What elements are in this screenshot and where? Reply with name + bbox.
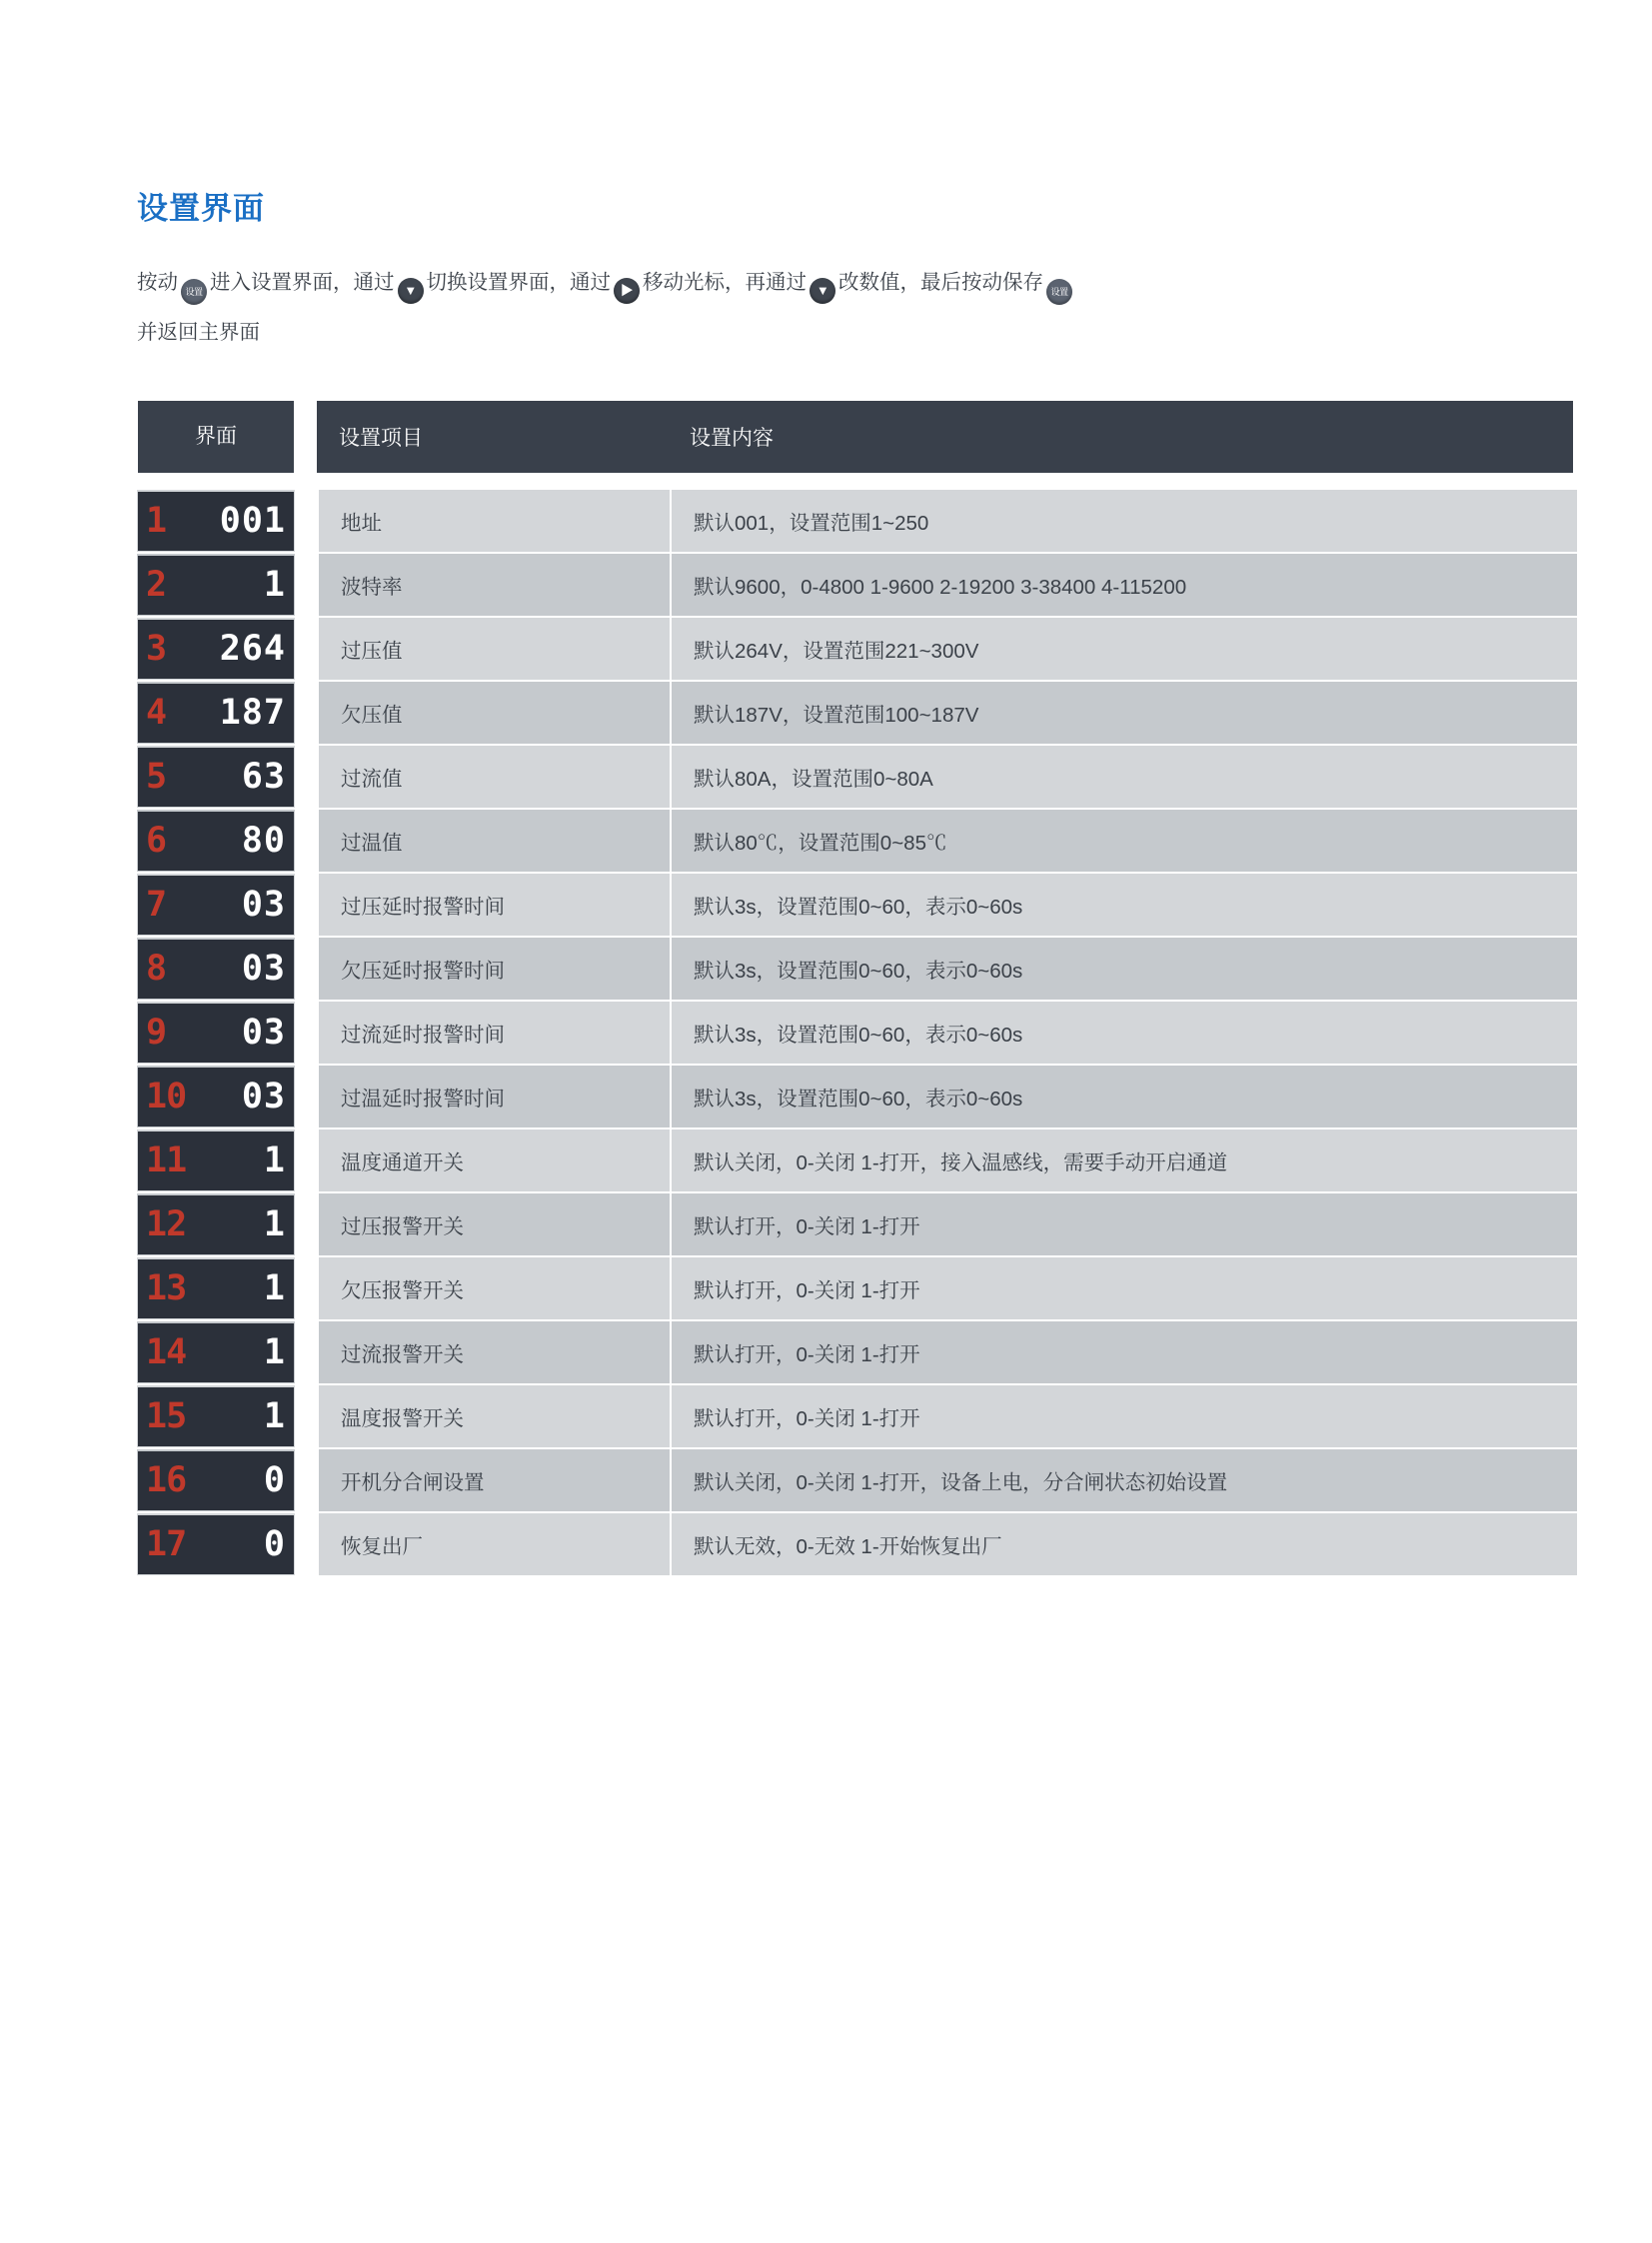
setting-item-description: 默认无效，0-无效 1-开始恢复出厂 — [672, 1513, 1577, 1575]
setting-item-name: 开机分合闸设置 — [319, 1449, 672, 1511]
lcd-value: 1 — [263, 1268, 286, 1308]
lcd-display — [138, 1004, 294, 1063]
setting-item-description: 默认关闭，0-关闭 1-打开，接入温感线，需要手动开启通道 — [672, 1129, 1577, 1191]
setting-item-name: 波特率 — [319, 554, 672, 616]
lcd-value: 80 — [241, 821, 286, 861]
lcd-display — [138, 492, 294, 551]
lcd-display-cell — [137, 554, 295, 616]
lcd-display — [138, 684, 294, 743]
lcd-display-cell — [137, 874, 295, 936]
column-gap — [295, 1002, 319, 1064]
setting-item-description: 默认打开，0-关闭 1-打开 — [672, 1321, 1577, 1383]
table-row — [137, 1193, 1577, 1255]
setting-item-description: 默认3s，设置范围0~60，表示0~60s — [672, 1066, 1577, 1127]
column-gap — [295, 1257, 319, 1319]
setting-item-name: 地址 — [319, 490, 672, 552]
lcd-display-cell — [137, 618, 295, 680]
lcd-index: 17 — [146, 1524, 187, 1564]
setting-item-description: 默认187V，设置范围100~187V — [672, 682, 1577, 744]
lcd-display-cell — [137, 1193, 295, 1255]
column-gap — [295, 1193, 319, 1255]
intro-paragraph — [137, 258, 1496, 358]
lcd-display-cell — [137, 1449, 295, 1511]
table-row — [137, 746, 1577, 808]
intro-text-5: 改数值，最后按动 — [838, 271, 1002, 294]
table-row — [137, 874, 1577, 936]
lcd-value: 1 — [263, 1396, 286, 1436]
lcd-index: 3 — [146, 629, 167, 669]
lcd-display — [138, 1515, 294, 1574]
lcd-display-cell — [137, 1321, 295, 1383]
lcd-index: 14 — [146, 1332, 187, 1372]
header-row — [317, 401, 1573, 473]
lcd-display — [138, 1323, 294, 1382]
lcd-display-cell — [137, 746, 295, 808]
setting-item-description: 默认关闭，0-关闭 1-打开，设备上电，分合闸状态初始设置 — [672, 1449, 1577, 1511]
intro-text-1: 按动 — [137, 271, 178, 294]
setting-item-name: 欠压报警开关 — [319, 1257, 672, 1319]
setting-item-description: 默认264V，设置范围221~300V — [672, 618, 1577, 680]
intro-text-7: 并返回主界面 — [137, 321, 260, 344]
setting-item-name: 温度通道开关 — [319, 1129, 672, 1191]
lcd-value: 264 — [219, 629, 286, 669]
lcd-value: 03 — [241, 1013, 286, 1053]
lcd-display — [138, 1131, 294, 1190]
column-gap — [295, 874, 319, 936]
column-gap — [295, 938, 319, 1000]
lcd-value: 1 — [263, 1140, 286, 1180]
column-gap — [295, 1321, 319, 1383]
lcd-value: 0 — [263, 1460, 286, 1500]
lcd-display — [138, 1259, 294, 1318]
setting-item-description: 默认打开，0-关闭 1-打开 — [672, 1193, 1577, 1255]
lcd-index: 7 — [146, 885, 167, 925]
lcd-index: 4 — [146, 693, 167, 733]
lcd-value: 03 — [241, 885, 286, 925]
right-arrow-icon: ▶ — [614, 278, 640, 304]
setting-item-name: 过流延时报警时间 — [319, 1002, 672, 1064]
setting-item-description: 默认3s，设置范围0~60，表示0~60s — [672, 874, 1577, 936]
down-arrow-icon-1: ▼ — [398, 278, 424, 304]
lcd-index: 15 — [146, 1396, 187, 1436]
lcd-value: 1 — [263, 1332, 286, 1372]
intro-text-6: 保存 — [1002, 271, 1043, 294]
lcd-value: 63 — [241, 757, 286, 797]
column-gap — [295, 618, 319, 680]
setting-item-description: 默认001，设置范围1~250 — [672, 490, 1577, 552]
item-column-header: 设置项目 — [339, 427, 423, 450]
table-row — [137, 1321, 1577, 1383]
intro-text-3: 切换设置界面，通过 — [426, 271, 611, 294]
table-row — [137, 1129, 1577, 1191]
settings-button-icon-2: 设置 — [1046, 279, 1072, 305]
lcd-display-cell — [137, 1257, 295, 1319]
lcd-display — [138, 748, 294, 807]
table-row — [137, 1002, 1577, 1064]
column-gap — [295, 1066, 319, 1127]
table-row — [137, 554, 1577, 616]
lcd-display-cell — [137, 1002, 295, 1064]
setting-item-description: 默认打开，0-关闭 1-打开 — [672, 1385, 1577, 1447]
lcd-value: 1 — [263, 1204, 286, 1244]
lcd-display-cell — [137, 1385, 295, 1447]
column-gap — [295, 490, 319, 552]
lcd-index: 1 — [146, 501, 167, 541]
lcd-display — [138, 812, 294, 871]
table-row — [137, 490, 1577, 552]
lcd-index: 9 — [146, 1013, 167, 1053]
lcd-index: 12 — [146, 1204, 187, 1244]
settings-button-icon: 设置 — [181, 279, 207, 305]
table-row — [137, 1449, 1577, 1511]
setting-item-description: 默认80℃，设置范围0~85℃ — [672, 810, 1577, 872]
setting-item-description: 默认打开，0-关闭 1-打开 — [672, 1257, 1577, 1319]
lcd-index: 8 — [146, 949, 167, 989]
setting-item-name: 恢复出厂 — [319, 1513, 672, 1575]
table-row — [137, 810, 1577, 872]
table-row — [137, 1257, 1577, 1319]
column-gap — [295, 682, 319, 744]
table-row — [137, 1066, 1577, 1127]
table-header-row — [137, 400, 1574, 474]
setting-item-name: 欠压值 — [319, 682, 672, 744]
table-row — [137, 618, 1577, 680]
setting-item-name: 过压值 — [319, 618, 672, 680]
column-gap — [295, 1513, 319, 1575]
table-row — [137, 938, 1577, 1000]
setting-item-description: 默认3s，设置范围0~60，表示0~60s — [672, 938, 1577, 1000]
lcd-index: 5 — [146, 757, 167, 797]
page-title: 设置界面 — [137, 191, 265, 226]
lcd-display — [138, 556, 294, 615]
desc-column-header: 设置内容 — [690, 427, 774, 450]
lcd-display-cell — [137, 1066, 295, 1127]
lcd-display-cell — [137, 938, 295, 1000]
lcd-display-cell — [137, 682, 295, 744]
setting-item-name: 过流值 — [319, 746, 672, 808]
lcd-index: 6 — [146, 821, 167, 861]
setting-item-name: 欠压延时报警时间 — [319, 938, 672, 1000]
lcd-display — [138, 1387, 294, 1446]
lcd-index: 13 — [146, 1268, 187, 1308]
setting-item-name: 温度报警开关 — [319, 1385, 672, 1447]
setting-item-description: 默认3s，设置范围0~60，表示0~60s — [672, 1002, 1577, 1064]
lcd-display-cell — [137, 1513, 295, 1575]
setting-item-description: 默认9600，0-4800 1-9600 2-19200 3-38400 4-115200 — [672, 554, 1577, 616]
lcd-display — [138, 876, 294, 935]
down-arrow-icon-2: ▼ — [810, 278, 835, 304]
lcd-column-header: 界面 — [138, 401, 294, 473]
lcd-display — [138, 1195, 294, 1254]
column-gap — [295, 1385, 319, 1447]
lcd-display-cell — [137, 490, 295, 552]
lcd-index: 10 — [146, 1077, 187, 1117]
column-gap — [295, 1129, 319, 1191]
lcd-value: 03 — [241, 949, 286, 989]
setting-item-name: 过流报警开关 — [319, 1321, 672, 1383]
right-header-cell — [295, 400, 1574, 474]
table-row — [137, 682, 1577, 744]
lcd-value: 1 — [263, 565, 286, 605]
lcd-value: 0 — [263, 1524, 286, 1564]
lcd-value: 001 — [219, 501, 286, 541]
table-row — [137, 1385, 1577, 1447]
intro-text-2: 进入设置界面，通过 — [210, 271, 395, 294]
lcd-display — [138, 1068, 294, 1126]
lcd-display-cell — [137, 1129, 295, 1191]
lcd-index: 11 — [146, 1140, 187, 1180]
lcd-index: 2 — [146, 565, 167, 605]
intro-text-4: 移动光标，再通过 — [643, 271, 807, 294]
column-gap — [295, 746, 319, 808]
lcd-index: 16 — [146, 1460, 187, 1500]
setting-item-name: 过温值 — [319, 810, 672, 872]
settings-rows-table — [137, 490, 1577, 1575]
lcd-header-cell — [137, 400, 295, 474]
lcd-display-cell — [137, 810, 295, 872]
column-gap — [295, 554, 319, 616]
lcd-display — [138, 620, 294, 679]
column-gap — [295, 810, 319, 872]
setting-item-description: 默认80A，设置范围0~80A — [672, 746, 1577, 808]
setting-item-name: 过压报警开关 — [319, 1193, 672, 1255]
lcd-value: 187 — [219, 693, 286, 733]
column-gap — [295, 1449, 319, 1511]
table-row — [137, 1513, 1577, 1575]
lcd-value: 03 — [241, 1077, 286, 1117]
settings-table-wrapper — [137, 400, 1577, 1575]
settings-table — [137, 400, 1574, 474]
setting-item-name: 过压延时报警时间 — [319, 874, 672, 936]
lcd-display — [138, 940, 294, 999]
lcd-display — [138, 1451, 294, 1510]
setting-item-name: 过温延时报警时间 — [319, 1066, 672, 1127]
